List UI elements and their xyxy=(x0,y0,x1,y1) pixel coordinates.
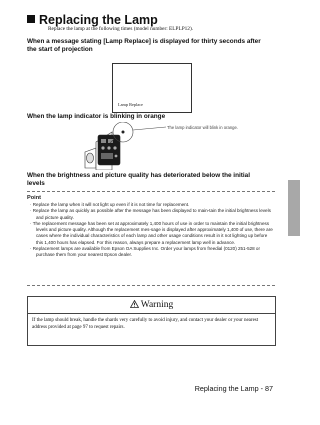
warning-text: If the lamp should break, handle the shards very carefully to avoid injury, and contact your dealer or your nearest address provided at page 97 to request repairs. xyxy=(32,318,259,330)
point-item: · Replace the lamp when it will not light up even if it is not time for replacement. xyxy=(30,202,190,207)
warning-triangle-icon xyxy=(130,300,139,308)
warning-header xyxy=(28,297,275,314)
screen-message: Lamp Replace xyxy=(118,102,143,107)
screen-illustration xyxy=(112,63,192,113)
point-bottom-rule xyxy=(27,285,275,286)
warning-title: Warning xyxy=(140,300,174,310)
square-bullet-icon xyxy=(27,15,35,23)
heading-indicator-case: When the lamp indicator is blinking in orange xyxy=(27,113,166,120)
intro-text: Replace the lamp at the following times (model number: ELPLP12). xyxy=(48,26,194,32)
point-top-rule xyxy=(27,191,275,192)
point-list xyxy=(30,202,275,259)
point-title: Point xyxy=(27,195,41,201)
heading-brightness-case: When the brightness and picture quality has deteriorated below the initial levels xyxy=(27,172,250,187)
projector-indicator-illustration xyxy=(80,122,172,170)
warning-box xyxy=(27,296,276,346)
section-tab xyxy=(288,180,300,236)
page-footer: Replacing the Lamp - 87 xyxy=(194,384,273,393)
point-item: · The replacement message has been set at approximately 1,400 hours of use in order to maintain the initial brightness levels and picture quality. Although the replacement mes-sage is displayed after approximately 1,400 of use, there are cases where the individual characteristics of each lamp and other usage conditions result in it not lighting up before this 1,400 hours has elapsed. For this reason, always prepare a replacement lamp well in advance. xyxy=(30,220,273,245)
page-title: Replacing the Lamp xyxy=(39,13,158,27)
indicator-callout: The lamp indicator will blink in orange. xyxy=(167,125,238,130)
point-item: · Replace the lamp as quickly as possible after the message has been displayed to main-tain the initial brightness levels and picture quality. xyxy=(30,208,271,220)
heading-message-case: When a message stating [Lamp Replace] is displayed for thirty seconds after the start of projection xyxy=(27,38,261,53)
point-item: · Replacement lamps are available from Epson OA Supplies Inc. Order your lamps from freedial (0120) 251-528 or purchase them from your nearest Epson dealer. xyxy=(30,246,260,258)
